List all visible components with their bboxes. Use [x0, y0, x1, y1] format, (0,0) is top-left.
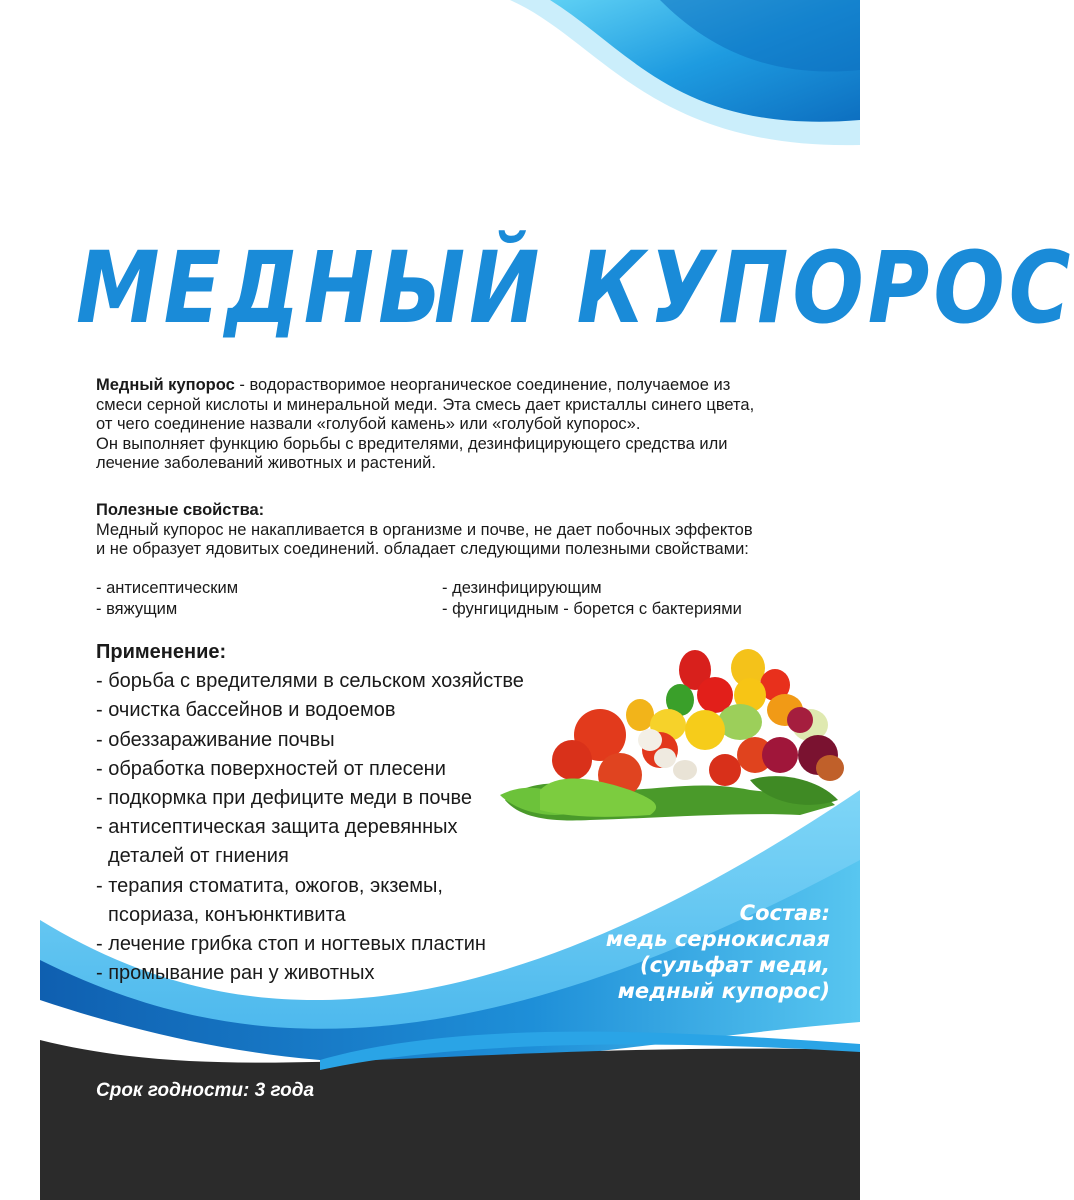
- properties-col-1: [96, 578, 238, 620]
- application-heading: Применение:: [96, 641, 227, 663]
- intro-text: Медный купорос - водорастворимое неорганическое соединение, получаемое из смеси серной кислоты и минеральной меди. Эта смесь дает кристаллы синего цвета, от чего соединение назвали «голубой камень» или «голубой купорос». Он выполняет функцию борьбы с вредителями, дезинфицирующего средства или лечение заболеваний животных и растений.: [96, 376, 755, 472]
- application-section: [96, 638, 566, 988]
- list-item: - дезинфицирующим: [442, 579, 602, 597]
- shelf-life: Срок годности: 3 года: [96, 1080, 315, 1101]
- list-item: - обработка поверхностей от плесени: [96, 757, 446, 780]
- list-item: - лечение грибка стоп и ногтевых пластин: [96, 933, 486, 956]
- list-item: - промывание ран у животных: [96, 962, 375, 985]
- properties-section: Полезные свойства: Медный купорос не накапливается в организме и почве, не дает побочных эффектов и не образует ядовитых соединений. обладает следующими полезными свойствами:: [96, 501, 826, 560]
- product-title: МЕДНЫЙ КУПОРОС: [76, 229, 1074, 346]
- list-item: - борьба с вредителями в сельском хозяйстве: [96, 670, 524, 693]
- list-item: - фунгицидным - борется с бактериями: [442, 600, 742, 618]
- list-item: - обеззараживание почвы: [96, 728, 335, 751]
- bottom-wave-dark: [40, 1040, 860, 1200]
- list-item: - терапия стоматита, ожогов, экземы,: [96, 874, 443, 897]
- list-item: деталей от гниения: [108, 845, 289, 868]
- list-item: - подкормка при дефиците меди в почве: [96, 787, 473, 810]
- composition-block: Состав: медь сернокислая (сульфат меди, медный купорос): [510, 900, 830, 1004]
- product-label: [40, 0, 1074, 1200]
- vegetables-image: [500, 640, 840, 830]
- list-item: - очистка бассейнов и водоемов: [96, 699, 396, 722]
- properties-col-2: [442, 578, 742, 620]
- list-item: - вяжущим: [96, 600, 178, 618]
- composition-heading: Состав:: [739, 901, 830, 925]
- properties-heading: Полезные свойства:: [96, 501, 265, 519]
- intro-term: Медный купорос: [96, 376, 235, 394]
- list-item: псориаза, конъюнктивита: [108, 903, 346, 926]
- list-item: - антисептическая защита деревянных: [96, 816, 458, 839]
- list-item: - антисептическим: [96, 579, 239, 597]
